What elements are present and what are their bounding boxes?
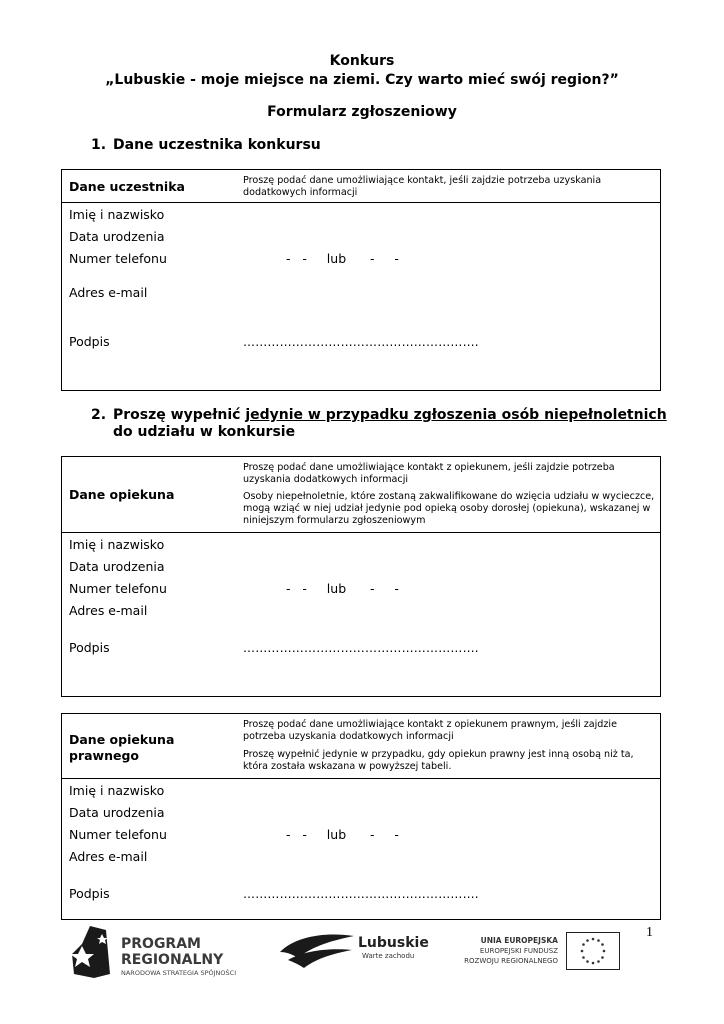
guardian-table-header: [62, 457, 660, 533]
participant-table-header: [62, 170, 660, 203]
guardian-signature-field: Podpis: [69, 640, 110, 655]
legal-guardian-email-field[interactable]: Adres e-mail: [69, 849, 148, 864]
guardian-phone-pattern[interactable]: - - lub - -: [286, 581, 399, 596]
guardian-signature-line[interactable]: ………………………………………………….: [243, 641, 479, 655]
contest-title: „Lubuskie - moje miejsce na ziemi. Czy warto mieć swój region?”: [105, 72, 619, 88]
lubuskie-logo-icon: [278, 930, 358, 970]
form-title: Formularz zgłoszeniowy: [267, 104, 457, 120]
eu-flag-icon: [566, 932, 620, 970]
participant-table: [61, 169, 661, 391]
participant-table-label: Dane uczestnika: [69, 179, 185, 194]
legal-guardian-table-label-line2: prawnego: [69, 748, 140, 763]
participant-phone-pattern[interactable]: - - lub - -: [286, 251, 399, 266]
guardian-table-label: Dane opiekuna: [69, 487, 175, 502]
section1-number: 1.: [91, 137, 107, 153]
participant-phone-field[interactable]: Numer telefonu: [69, 251, 167, 266]
program-line1: PROGRAM: [121, 936, 201, 952]
guardian-birth-field[interactable]: Data urodzenia: [69, 559, 165, 574]
program-line2: REGIONALNY: [121, 952, 224, 968]
participant-signature-line[interactable]: ………………………………………………….: [243, 335, 479, 349]
guardian-table-note2: Osoby niepełnoletnie, które zostaną zakwalifikowane do wzięcia udziału w wycieczce, mogą wziąć w niej udział jedynie pod opieką osoby dorosłej (opiekuna), wskazanej w niniejszym formularzu zgłoszeniowym: [243, 491, 655, 526]
lubuskie-subtitle: Warte zachodu: [362, 952, 415, 960]
legal-guardian-name-field[interactable]: Imię i nazwisko: [69, 783, 165, 798]
page-number: 1: [646, 925, 653, 940]
legal-guardian-birth-field[interactable]: Data urodzenia: [69, 805, 165, 820]
section2-number: 2.: [91, 407, 107, 423]
legal-guardian-phone-pattern[interactable]: - - lub - -: [286, 827, 399, 842]
legal-guardian-table-note1: Proszę podać dane umożliwiające kontakt z opiekunem prawnym, jeśli zajdzie potrzeba uzyskania dodatkowych informacji: [243, 719, 617, 742]
section1-heading: Dane uczestnika konkursu: [113, 137, 321, 153]
participant-email-field[interactable]: Adres e-mail: [69, 285, 148, 300]
participant-signature-field: Podpis: [69, 334, 110, 349]
participant-table-note: Proszę podać dane umożliwiające kontakt, jeśli zajdzie potrzeba uzyskania dodatkowych informacji: [243, 175, 602, 198]
participant-birth-field[interactable]: Data urodzenia: [69, 229, 165, 244]
contest-label: Konkurs: [329, 53, 395, 69]
eu-line2: EUROPEJSKI FUNDUSZ: [479, 947, 558, 955]
section2-heading-pre: Proszę wypełnić: [113, 407, 246, 423]
legal-guardian-table-header: [62, 714, 660, 779]
legal-guardian-signature-line[interactable]: ………………………………………………….: [243, 887, 479, 901]
guardian-name-field[interactable]: Imię i nazwisko: [69, 537, 165, 552]
legal-guardian-table: [61, 713, 661, 920]
section2-heading-underlined: jedynie w przypadku zgłoszenia osób niepełnoletnich: [245, 407, 667, 423]
guardian-email-field[interactable]: Adres e-mail: [69, 603, 148, 618]
guardian-table: [61, 456, 661, 697]
program-regionalny-logo-icon: [68, 924, 112, 980]
guardian-phone-field[interactable]: Numer telefonu: [69, 581, 167, 596]
participant-name-field[interactable]: Imię i nazwisko: [69, 207, 165, 222]
legal-guardian-signature-field: Podpis: [69, 886, 110, 901]
guardian-table-note1: Proszę podać dane umożliwiające kontakt z opiekunem, jeśli zajdzie potrzeba uzyskania dodatkowych informacji: [243, 462, 615, 485]
legal-guardian-table-label-line1: Dane opiekuna: [69, 732, 175, 747]
eu-line3: ROZWOJU REGIONALNEGO: [464, 957, 558, 965]
section2-heading: [113, 407, 667, 423]
legal-guardian-table-note2: Proszę wypełnić jedynie w przypadku, gdy opiekun prawny jest inną osobą niż ta, która została wskazana w powyższej tabeli.: [243, 749, 634, 772]
section2-heading-line2: do udziału w konkursie: [113, 424, 296, 440]
lubuskie-title: Lubuskie: [358, 935, 429, 951]
eu-line1: UNIA EUROPEJSKA: [480, 936, 558, 945]
legal-guardian-phone-field[interactable]: Numer telefonu: [69, 827, 167, 842]
program-line3: NARODOWA STRATEGIA SPÓJNOŚCI: [121, 969, 237, 977]
